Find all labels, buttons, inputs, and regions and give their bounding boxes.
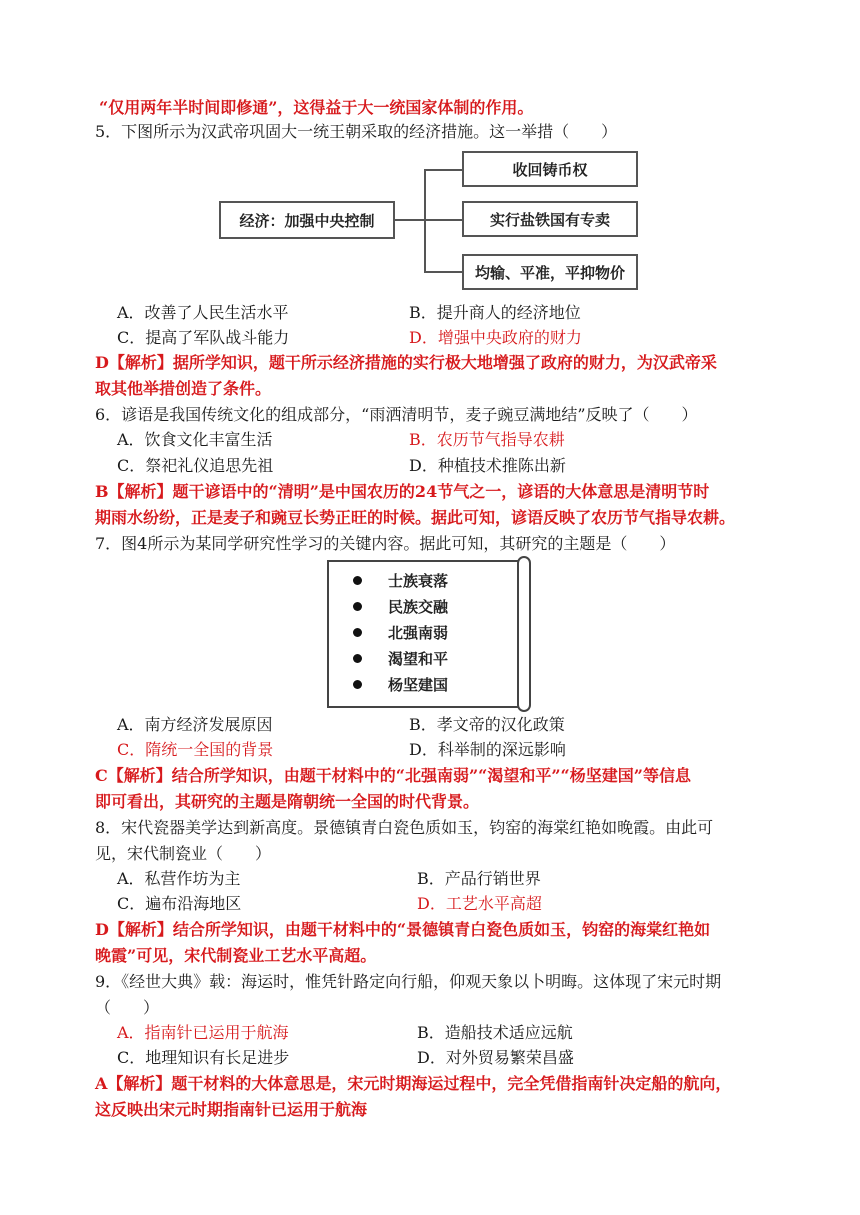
option-a: A．南方经济发展原因 bbox=[117, 715, 273, 734]
option-b: B．孝文帝的汉化政策 bbox=[409, 715, 565, 734]
option-c: C．祭祀礼仪追思先祖 bbox=[117, 456, 274, 475]
diagram-branch-box: 收回铸币权 bbox=[462, 151, 638, 187]
scroll-roll bbox=[517, 556, 531, 712]
question-5: 5．下图所示为汉武帝巩固大一统王朝采取的经济措施。这一举措（ ） bbox=[95, 122, 618, 141]
scroll-item-text: 民族交融 bbox=[388, 598, 449, 616]
scroll-item bbox=[353, 648, 448, 669]
diagram-connector bbox=[424, 219, 462, 221]
answer-explanation: 取其他举措创造了条件。 bbox=[95, 379, 272, 398]
option-a-correct: A．指南针已运用于航海 bbox=[117, 1023, 289, 1042]
question-8-cont: 见，宋代制瓷业（ ） bbox=[95, 844, 272, 863]
scroll-item bbox=[353, 596, 448, 617]
option-d: D．科举制的深远影响 bbox=[409, 740, 566, 759]
diagram-connector bbox=[424, 271, 462, 273]
question-7: 7．图4所示为某同学研究性学习的关键内容。据此可知，其研究的主题是（ ） bbox=[95, 534, 676, 553]
answer-explanation: 这反映出宋元时期指南针已运用于航海 bbox=[95, 1100, 368, 1119]
answer-explanation: D【解析】结合所学知识，由题干材料中的“景德镇青白瓷色质如玉，钧窑的海棠红艳如 bbox=[95, 920, 711, 939]
bullet-icon bbox=[353, 654, 362, 663]
answer-explanation: D【解析】据所学知识，题干所示经济措施的实行极大地增强了政府的财力，为汉武帝采 bbox=[95, 353, 717, 372]
answer-explanation: 期雨水纷纷，正是麦子和豌豆长势正旺的时候。据此可知，谚语反映了农历节气指导农耕。 bbox=[95, 508, 736, 527]
option-a: A．饮食文化丰富生活 bbox=[117, 430, 273, 449]
diagram-connector bbox=[395, 219, 425, 221]
option-d: D．对外贸易繁荣昌盛 bbox=[417, 1048, 574, 1067]
answer-explanation: 即可看出，其研究的主题是隋朝统一全国的时代背景。 bbox=[95, 792, 480, 811]
scroll-item bbox=[353, 570, 448, 591]
diagram-branch-box: 均输、平准，平抑物价 bbox=[462, 254, 638, 290]
question-6: 6．谚语是我国传统文化的组成部分，“雨洒清明节，麦子豌豆满地结”反映了（ ） bbox=[95, 405, 698, 424]
option-d: D．种植技术推陈出新 bbox=[409, 456, 566, 475]
scroll-item-text: 杨坚建国 bbox=[388, 676, 449, 694]
option-b: B．提升商人的经济地位 bbox=[409, 303, 581, 322]
option-c: C．提高了军队战斗能力 bbox=[117, 328, 290, 347]
question-8: 8．宋代瓷器美学达到新高度。景德镇青白瓷色质如玉，钧窑的海棠红艳如晚霞。由此可 bbox=[95, 818, 714, 837]
question-9: 9．《经世大典》载：海运时，惟凭针路定向行船，仰观天象以卜明晦。这体现了宋元时期 bbox=[95, 972, 722, 991]
question-9-cont: （ ） bbox=[95, 998, 160, 1017]
option-b-correct: B．农历节气指导农耕 bbox=[409, 430, 565, 449]
option-a: A．私营作坊为主 bbox=[117, 869, 241, 888]
scroll-item bbox=[353, 622, 448, 643]
scroll-item bbox=[353, 674, 448, 695]
answer-explanation: 晚霞”可见，宋代制瓷业工艺水平高超。 bbox=[95, 946, 377, 965]
option-b: B．造船技术适应远航 bbox=[417, 1023, 573, 1042]
bullet-icon bbox=[353, 576, 362, 585]
option-c: C．遍布沿海地区 bbox=[117, 894, 242, 913]
scroll-item-text: 渴望和平 bbox=[388, 650, 449, 668]
q7-scroll-figure bbox=[327, 560, 525, 708]
answer-continuation: “仅用两年半时间即修通”，这得益于大一统国家体制的作用。 bbox=[99, 98, 534, 117]
option-b: B．产品行销世界 bbox=[417, 869, 541, 888]
bullet-icon bbox=[353, 680, 362, 689]
option-a: A．改善了人民生活水平 bbox=[117, 303, 289, 322]
scroll-item-text: 北强南弱 bbox=[388, 624, 449, 642]
diagram-main-box: 经济：加强中央控制 bbox=[219, 201, 395, 239]
option-d-correct: D．工艺水平高超 bbox=[417, 894, 542, 913]
diagram-branch-box: 实行盐铁国有专卖 bbox=[462, 201, 638, 237]
option-c-correct: C．隋统一全国的背景 bbox=[117, 740, 274, 759]
scroll-item-text: 士族衰落 bbox=[388, 572, 449, 590]
bullet-icon bbox=[353, 602, 362, 611]
answer-explanation: B【解析】题干谚语中的“清明”是中国农历的24节气之一，谚语的大体意思是清明节时 bbox=[95, 482, 710, 501]
option-d-correct: D．增强中央政府的财力 bbox=[409, 328, 582, 347]
bullet-icon bbox=[353, 628, 362, 637]
diagram-connector bbox=[424, 169, 462, 171]
answer-explanation: A【解析】题干材料的大体意思是，宋元时期海运过程中，完全凭借指南针决定船的航向， bbox=[95, 1074, 732, 1093]
option-c: C．地理知识有长足进步 bbox=[117, 1048, 290, 1067]
answer-explanation: C【解析】结合所学知识，由题干材料中的“北强南弱”“渴望和平”“杨坚建国”等信息 bbox=[95, 766, 691, 785]
